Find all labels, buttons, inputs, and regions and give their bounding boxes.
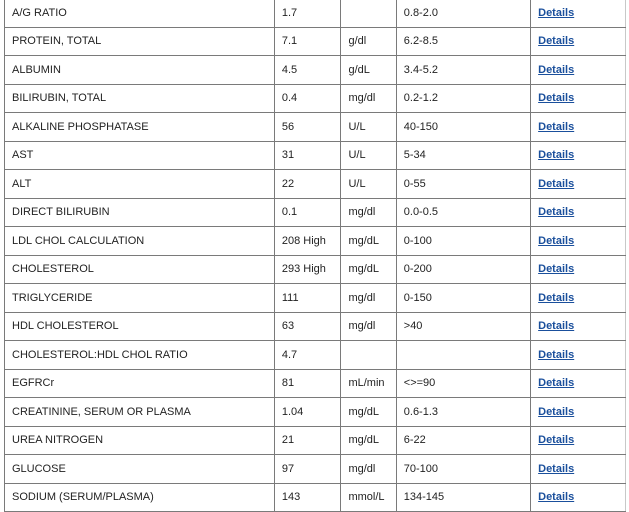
details-link[interactable]: Details bbox=[538, 149, 575, 162]
result-value-cell: 63 bbox=[274, 312, 341, 341]
reference-range-cell: 0-150 bbox=[396, 284, 530, 313]
unit-cell: mg/dl bbox=[341, 312, 396, 341]
details-cell bbox=[531, 312, 626, 341]
result-value-cell: 111 bbox=[274, 284, 341, 313]
details-cell bbox=[531, 455, 626, 484]
test-name-cell: SODIUM (SERUM/PLASMA) bbox=[5, 483, 275, 512]
table-row bbox=[5, 426, 626, 455]
table-row bbox=[5, 113, 626, 142]
test-name-cell: AST bbox=[5, 141, 275, 170]
details-cell bbox=[531, 0, 626, 27]
unit-cell: mg/dL bbox=[341, 426, 396, 455]
result-value-cell: 1.7 bbox=[274, 0, 341, 27]
table-row bbox=[5, 483, 626, 512]
details-link[interactable]: Details bbox=[538, 291, 575, 304]
details-cell bbox=[531, 84, 626, 113]
table-row bbox=[5, 398, 626, 427]
reference-range-cell: 0.8-2.0 bbox=[396, 0, 530, 27]
test-name-cell: ALBUMIN bbox=[5, 56, 275, 85]
result-value-cell: 293 High bbox=[274, 255, 341, 284]
details-link[interactable]: Details bbox=[538, 177, 575, 190]
result-value-cell: 143 bbox=[274, 483, 341, 512]
unit-cell: mg/dL bbox=[341, 255, 396, 284]
details-link[interactable]: Details bbox=[538, 434, 575, 447]
test-name-cell: ALT bbox=[5, 170, 275, 199]
test-name-cell: HDL CHOLESTEROL bbox=[5, 312, 275, 341]
reference-range-cell: 5-34 bbox=[396, 141, 530, 170]
table-row bbox=[5, 284, 626, 313]
table-row bbox=[5, 27, 626, 56]
unit-cell: mg/dl bbox=[341, 455, 396, 484]
unit-cell: U/L bbox=[341, 113, 396, 142]
unit-cell: mmol/L bbox=[341, 483, 396, 512]
test-name-cell: A/G RATIO bbox=[5, 0, 275, 27]
details-link[interactable]: Details bbox=[538, 206, 575, 219]
unit-cell bbox=[341, 0, 396, 27]
table-row bbox=[5, 369, 626, 398]
reference-range-cell: 134-145 bbox=[396, 483, 530, 512]
unit-cell: U/L bbox=[341, 141, 396, 170]
details-link[interactable]: Details bbox=[538, 120, 575, 133]
unit-cell bbox=[341, 341, 396, 370]
test-name-cell: LDL CHOL CALCULATION bbox=[5, 227, 275, 256]
reference-range-cell: >40 bbox=[396, 312, 530, 341]
reference-range-cell: <>=90 bbox=[396, 369, 530, 398]
details-cell bbox=[531, 27, 626, 56]
unit-cell: mg/dl bbox=[341, 84, 396, 113]
result-value-cell: 56 bbox=[274, 113, 341, 142]
test-name-cell: ALKALINE PHOSPHATASE bbox=[5, 113, 275, 142]
details-link[interactable]: Details bbox=[538, 405, 575, 418]
table-row bbox=[5, 312, 626, 341]
details-link[interactable]: Details bbox=[538, 320, 575, 333]
details-link[interactable]: Details bbox=[538, 348, 575, 361]
lab-results-table bbox=[4, 0, 626, 512]
unit-cell: g/dl bbox=[341, 27, 396, 56]
table-row bbox=[5, 341, 626, 370]
test-name-cell: GLUCOSE bbox=[5, 455, 275, 484]
result-value-cell: 0.4 bbox=[274, 84, 341, 113]
details-cell bbox=[531, 341, 626, 370]
unit-cell: mg/dl bbox=[341, 198, 396, 227]
table-row bbox=[5, 0, 626, 27]
unit-cell: mg/dL bbox=[341, 398, 396, 427]
test-name-cell: UREA NITROGEN bbox=[5, 426, 275, 455]
details-cell bbox=[531, 255, 626, 284]
test-name-cell: TRIGLYCERIDE bbox=[5, 284, 275, 313]
reference-range-cell: 40-150 bbox=[396, 113, 530, 142]
details-cell bbox=[531, 141, 626, 170]
result-value-cell: 4.5 bbox=[274, 56, 341, 85]
result-value-cell: 97 bbox=[274, 455, 341, 484]
table-row bbox=[5, 56, 626, 85]
unit-cell: mg/dL bbox=[341, 227, 396, 256]
reference-range-cell: 0-200 bbox=[396, 255, 530, 284]
test-name-cell: CHOLESTEROL:HDL CHOL RATIO bbox=[5, 341, 275, 370]
details-cell bbox=[531, 483, 626, 512]
table-row bbox=[5, 141, 626, 170]
result-value-cell: 22 bbox=[274, 170, 341, 199]
unit-cell: mL/min bbox=[341, 369, 396, 398]
details-cell bbox=[531, 198, 626, 227]
details-cell bbox=[531, 170, 626, 199]
unit-cell: g/dL bbox=[341, 56, 396, 85]
table-row bbox=[5, 455, 626, 484]
reference-range-cell: 6.2-8.5 bbox=[396, 27, 530, 56]
details-link[interactable]: Details bbox=[538, 92, 575, 105]
table-row bbox=[5, 84, 626, 113]
details-link[interactable]: Details bbox=[538, 263, 575, 276]
result-value-cell: 21 bbox=[274, 426, 341, 455]
table-row bbox=[5, 170, 626, 199]
table-row bbox=[5, 227, 626, 256]
test-name-cell: CHOLESTEROL bbox=[5, 255, 275, 284]
result-value-cell: 208 High bbox=[274, 227, 341, 256]
details-cell bbox=[531, 227, 626, 256]
result-value-cell: 1.04 bbox=[274, 398, 341, 427]
reference-range-cell: 0-55 bbox=[396, 170, 530, 199]
reference-range-cell: 6-22 bbox=[396, 426, 530, 455]
details-link[interactable]: Details bbox=[538, 462, 575, 475]
reference-range-cell: 0.6-1.3 bbox=[396, 398, 530, 427]
details-cell bbox=[531, 284, 626, 313]
details-cell bbox=[531, 56, 626, 85]
reference-range-cell: 0.2-1.2 bbox=[396, 84, 530, 113]
result-value-cell: 0.1 bbox=[274, 198, 341, 227]
test-name-cell: PROTEIN, TOTAL bbox=[5, 27, 275, 56]
reference-range-cell: 70-100 bbox=[396, 455, 530, 484]
result-value-cell: 31 bbox=[274, 141, 341, 170]
details-cell bbox=[531, 426, 626, 455]
details-link[interactable]: Details bbox=[538, 491, 575, 504]
details-link[interactable]: Details bbox=[538, 234, 575, 247]
details-cell bbox=[531, 369, 626, 398]
details-link[interactable]: Details bbox=[538, 63, 575, 76]
reference-range-cell: 3.4-5.2 bbox=[396, 56, 530, 85]
test-name-cell: DIRECT BILIRUBIN bbox=[5, 198, 275, 227]
unit-cell: U/L bbox=[341, 170, 396, 199]
result-value-cell: 7.1 bbox=[274, 27, 341, 56]
reference-range-cell bbox=[396, 341, 530, 370]
reference-range-cell: 0-100 bbox=[396, 227, 530, 256]
test-name-cell: BILIRUBIN, TOTAL bbox=[5, 84, 275, 113]
details-cell bbox=[531, 113, 626, 142]
result-value-cell: 4.7 bbox=[274, 341, 341, 370]
lab-results-body bbox=[5, 0, 626, 512]
table-row bbox=[5, 255, 626, 284]
result-value-cell: 81 bbox=[274, 369, 341, 398]
test-name-cell: EGFRCr bbox=[5, 369, 275, 398]
details-link[interactable]: Details bbox=[538, 6, 575, 19]
table-row bbox=[5, 198, 626, 227]
details-link[interactable]: Details bbox=[538, 377, 575, 390]
details-link[interactable]: Details bbox=[538, 35, 575, 48]
test-name-cell: CREATININE, SERUM OR PLASMA bbox=[5, 398, 275, 427]
reference-range-cell: 0.0-0.5 bbox=[396, 198, 530, 227]
details-cell bbox=[531, 398, 626, 427]
unit-cell: mg/dl bbox=[341, 284, 396, 313]
